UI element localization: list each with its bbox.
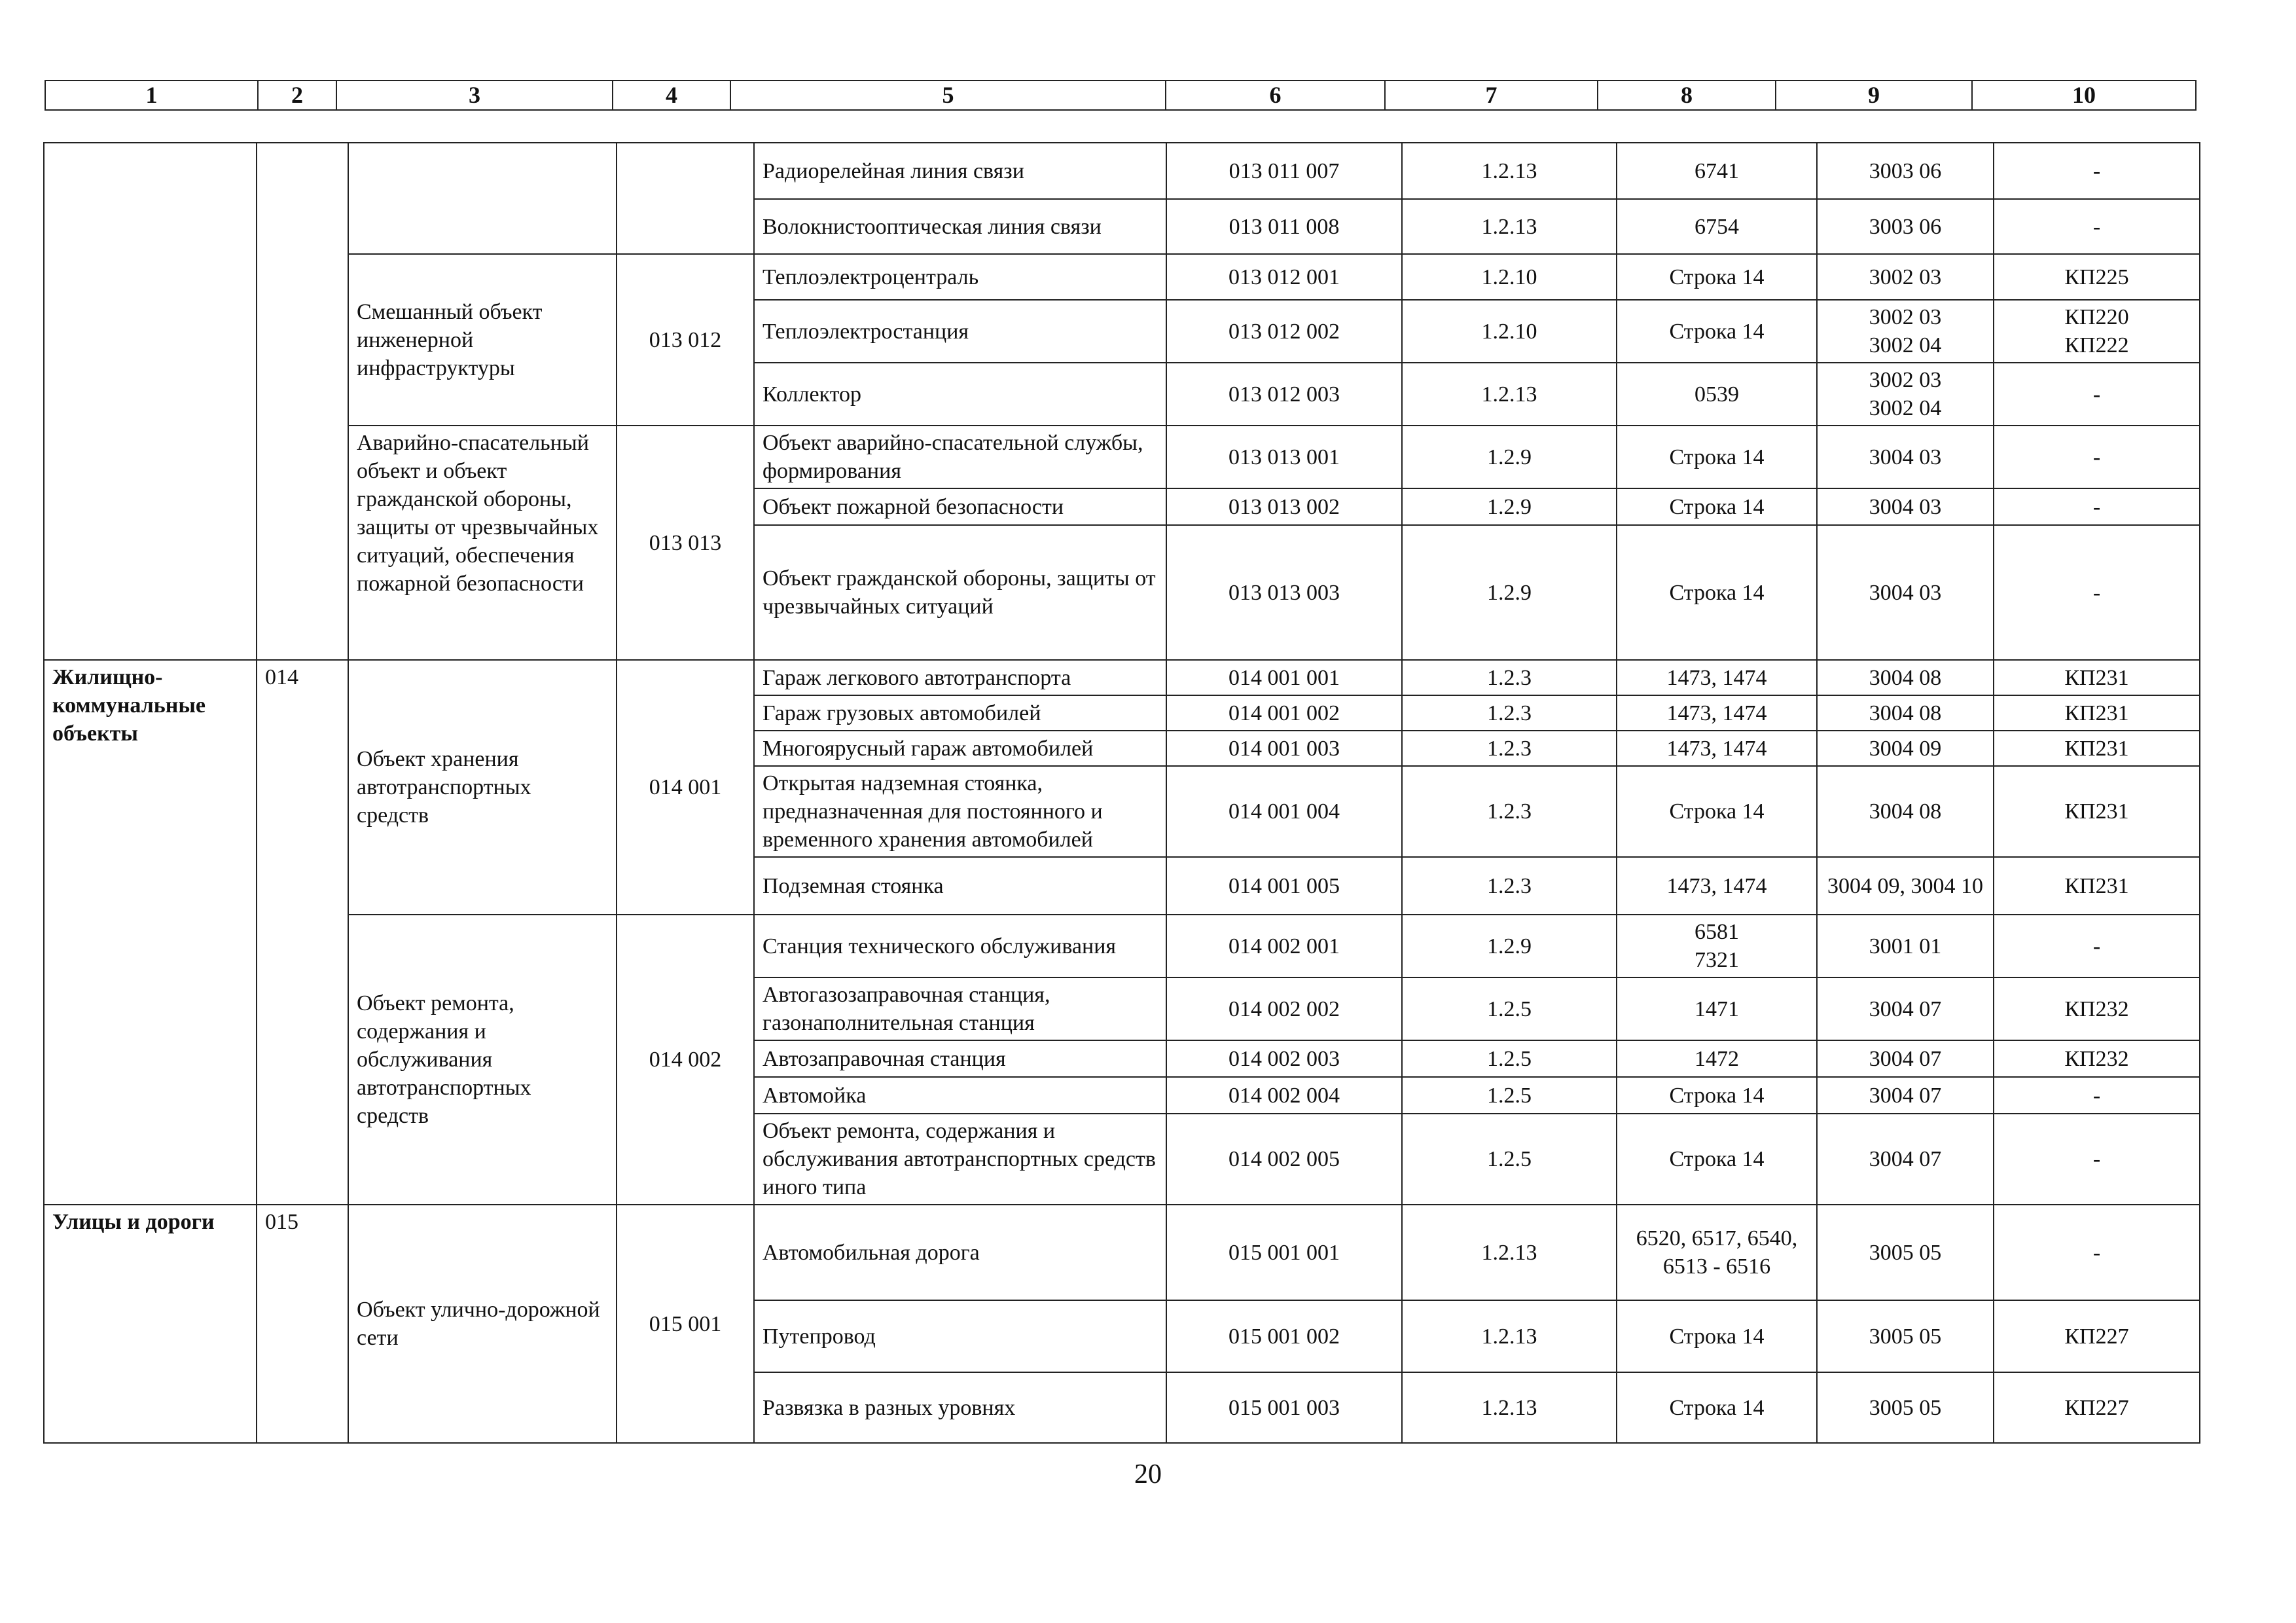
col8-value: Строка 14 xyxy=(1617,426,1817,488)
col8-value: 1473, 1474 xyxy=(1617,660,1817,695)
object-code: 014 001 002 xyxy=(1166,695,1402,731)
col10-value: КП231 xyxy=(1994,695,2200,731)
col8-value: 1471 xyxy=(1617,977,1817,1040)
col8-value: 1473, 1474 xyxy=(1617,695,1817,731)
col7-value: 1.2.9 xyxy=(1402,426,1617,488)
col10-value: - xyxy=(1994,199,2200,254)
subgroup-code-cell-empty xyxy=(617,143,754,254)
object-name: Многоярусный гараж автомобилей xyxy=(754,731,1166,766)
object-name: Объект гражданской обороны, защиты от чрезвычайных ситуаций xyxy=(754,525,1166,660)
col10-value: - xyxy=(1994,363,2200,426)
col8-value: 1472 xyxy=(1617,1040,1817,1077)
header-col-7: 7 xyxy=(1385,81,1598,110)
header-col-3: 3 xyxy=(336,81,613,110)
object-code: 013 013 001 xyxy=(1166,426,1402,488)
col8-value: Строка 14 xyxy=(1617,525,1817,660)
col9-value: 3004 03 xyxy=(1817,488,1994,525)
col8-value: Строка 14 xyxy=(1617,1114,1817,1205)
object-code: 013 012 001 xyxy=(1166,254,1402,300)
object-name: Автозаправочная станция xyxy=(754,1040,1166,1077)
object-code: 013 011 007 xyxy=(1166,143,1402,199)
col9-value: 3004 09, 3004 10 xyxy=(1817,857,1994,915)
object-name: Гараж грузовых автомобилей xyxy=(754,695,1166,731)
col10-value: - xyxy=(1994,525,2200,660)
header-col-5: 5 xyxy=(730,81,1166,110)
table-row xyxy=(44,915,2200,977)
col10-value: - xyxy=(1994,1114,2200,1205)
col10-value: КП231 xyxy=(1994,766,2200,857)
col9-value: 3003 06 xyxy=(1817,143,1994,199)
object-code: 014 002 004 xyxy=(1166,1077,1402,1114)
col10-value: - xyxy=(1994,488,2200,525)
header-col-2: 2 xyxy=(258,81,336,110)
subgroup-name: Аварийно-спасательный объект и объект гражданской обороны, защиты от чрезвычайных ситуаций, обеспечения пожарной безопасности xyxy=(348,426,617,660)
object-name: Гараж легкового автотранспорта xyxy=(754,660,1166,695)
object-code: 014 001 005 xyxy=(1166,857,1402,915)
col9-value: 3004 08 xyxy=(1817,766,1994,857)
col9-value: 3005 05 xyxy=(1817,1205,1994,1300)
object-name: Автомобильная дорога xyxy=(754,1205,1166,1300)
col7-value: 1.2.5 xyxy=(1402,977,1617,1040)
col8-value: 6520, 6517, 6540, 6513 - 6516 xyxy=(1617,1205,1817,1300)
col9-value: 3004 07 xyxy=(1817,1114,1994,1205)
col9-value: 3004 03 xyxy=(1817,426,1994,488)
group-code-cell-empty xyxy=(257,143,348,660)
col10-value: КП227 xyxy=(1994,1372,2200,1443)
col10-value: КП231 xyxy=(1994,660,2200,695)
header-col-4: 4 xyxy=(613,81,730,110)
subgroup-name: Объект улично-дорожной сети xyxy=(348,1205,617,1443)
object-code: 013 012 002 xyxy=(1166,300,1402,363)
col8-value: Строка 14 xyxy=(1617,1077,1817,1114)
header-col-9: 9 xyxy=(1776,81,1972,110)
col10-value: - xyxy=(1994,143,2200,199)
object-name: Открытая надземная стоянка, предназначенная для постоянного и временного хранения автомобилей xyxy=(754,766,1166,857)
col10-value: - xyxy=(1994,1205,2200,1300)
col8-value: Строка 14 xyxy=(1617,766,1817,857)
header-col-1: 1 xyxy=(45,81,258,110)
object-name: Станция технического обслуживания xyxy=(754,915,1166,977)
col9-value: 3002 03 3002 04 xyxy=(1817,363,1994,426)
object-name: Теплоэлектроцентраль xyxy=(754,254,1166,300)
col7-value: 1.2.3 xyxy=(1402,731,1617,766)
subgroup-cell-empty xyxy=(348,143,617,254)
col7-value: 1.2.9 xyxy=(1402,915,1617,977)
col9-value: 3004 07 xyxy=(1817,1077,1994,1114)
col10-value: КП231 xyxy=(1994,857,2200,915)
header-col-10: 10 xyxy=(1972,81,2196,110)
object-code: 015 001 001 xyxy=(1166,1205,1402,1300)
col9-value: 3004 09 xyxy=(1817,731,1994,766)
col10-value: - xyxy=(1994,426,2200,488)
col9-value: 3005 05 xyxy=(1817,1372,1994,1443)
col9-value: 3004 08 xyxy=(1817,660,1994,695)
col8-value: Строка 14 xyxy=(1617,1372,1817,1443)
col7-value: 1.2.5 xyxy=(1402,1114,1617,1205)
col7-value: 1.2.3 xyxy=(1402,695,1617,731)
header-col-8: 8 xyxy=(1598,81,1776,110)
object-code: 015 001 003 xyxy=(1166,1372,1402,1443)
col9-value: 3004 08 xyxy=(1817,695,1994,731)
col7-value: 1.2.13 xyxy=(1402,1372,1617,1443)
group-cell-empty xyxy=(44,143,257,660)
col8-value: 0539 xyxy=(1617,363,1817,426)
col9-value: 3005 05 xyxy=(1817,1300,1994,1372)
subgroup-code: 014 001 xyxy=(617,660,754,915)
table-row xyxy=(44,1205,2200,1300)
col10-value: - xyxy=(1994,915,2200,977)
col9-value: 3001 01 xyxy=(1817,915,1994,977)
header-col-6: 6 xyxy=(1166,81,1385,110)
col8-value: 6741 xyxy=(1617,143,1817,199)
subgroup-code: 013 013 xyxy=(617,426,754,660)
subgroup-name: Смешанный объект инженерной инфраструктуры xyxy=(348,254,617,426)
object-name: Развязка в разных уровнях xyxy=(754,1372,1166,1443)
col8-value: Строка 14 xyxy=(1617,254,1817,300)
col10-value: КП227 xyxy=(1994,1300,2200,1372)
object-code: 014 002 003 xyxy=(1166,1040,1402,1077)
object-code: 014 001 003 xyxy=(1166,731,1402,766)
col7-value: 1.2.13 xyxy=(1402,1300,1617,1372)
group-name: Жилищно-коммунальные объекты xyxy=(44,660,257,1205)
col10-value: КП225 xyxy=(1994,254,2200,300)
object-name: Подземная стоянка xyxy=(754,857,1166,915)
object-name: Волокнистооптическая линия связи xyxy=(754,199,1166,254)
col8-value: 6581 7321 xyxy=(1617,915,1817,977)
group-code: 015 xyxy=(257,1205,348,1443)
subgroup-name: Объект хранения автотранспортных средств xyxy=(348,660,617,915)
col8-value: Строка 14 xyxy=(1617,488,1817,525)
col8-value: 1473, 1474 xyxy=(1617,857,1817,915)
col9-value: 3004 07 xyxy=(1817,1040,1994,1077)
object-code: 014 001 001 xyxy=(1166,660,1402,695)
subgroup-code: 015 001 xyxy=(617,1205,754,1443)
col10-value: КП232 xyxy=(1994,1040,2200,1077)
subgroup-code: 013 012 xyxy=(617,254,754,426)
object-code: 013 013 003 xyxy=(1166,525,1402,660)
classification-table xyxy=(43,142,2200,1444)
object-code: 014 002 005 xyxy=(1166,1114,1402,1205)
col7-value: 1.2.5 xyxy=(1402,1077,1617,1114)
subgroup-name: Объект ремонта, содержания и обслуживания автотранспортных средств xyxy=(348,915,617,1205)
object-code: 013 013 002 xyxy=(1166,488,1402,525)
table-row xyxy=(44,254,2200,300)
group-code: 014 xyxy=(257,660,348,1205)
object-name: Коллектор xyxy=(754,363,1166,426)
col7-value: 1.2.3 xyxy=(1402,766,1617,857)
col8-value: 6754 xyxy=(1617,199,1817,254)
col7-value: 1.2.10 xyxy=(1402,254,1617,300)
col10-value: КП231 xyxy=(1994,731,2200,766)
object-code: 015 001 002 xyxy=(1166,1300,1402,1372)
col8-value: Строка 14 xyxy=(1617,300,1817,363)
col10-value: КП232 xyxy=(1994,977,2200,1040)
col7-value: 1.2.13 xyxy=(1402,143,1617,199)
col7-value: 1.2.13 xyxy=(1402,363,1617,426)
col8-value: 1473, 1474 xyxy=(1617,731,1817,766)
object-name: Радиорелейная линия связи xyxy=(754,143,1166,199)
object-name: Теплоэлектростанция xyxy=(754,300,1166,363)
table-row xyxy=(44,426,2200,488)
col10-value: - xyxy=(1994,1077,2200,1114)
object-name: Автогазозаправочная станция, газонаполнительная станция xyxy=(754,977,1166,1040)
object-name: Объект пожарной безопасности xyxy=(754,488,1166,525)
object-name: Объект ремонта, содержания и обслуживания автотранспортных средств иного типа xyxy=(754,1114,1166,1205)
table-row xyxy=(44,143,2200,199)
col7-value: 1.2.13 xyxy=(1402,1205,1617,1300)
col7-value: 1.2.9 xyxy=(1402,488,1617,525)
object-name: Объект аварийно-спасательной службы, формирования xyxy=(754,426,1166,488)
table-row xyxy=(44,660,2200,695)
col9-value: 3004 07 xyxy=(1817,977,1994,1040)
col9-value: 3004 03 xyxy=(1817,525,1994,660)
object-code: 014 002 002 xyxy=(1166,977,1402,1040)
col7-value: 1.2.3 xyxy=(1402,660,1617,695)
page-number: 20 xyxy=(1134,1459,1162,1489)
col7-value: 1.2.3 xyxy=(1402,857,1617,915)
header-row xyxy=(45,81,2196,110)
object-code: 013 012 003 xyxy=(1166,363,1402,426)
col9-value: 3002 03 xyxy=(1817,254,1994,300)
col7-value: 1.2.9 xyxy=(1402,525,1617,660)
object-code: 013 011 008 xyxy=(1166,199,1402,254)
subgroup-code: 014 002 xyxy=(617,915,754,1205)
object-name: Путепровод xyxy=(754,1300,1166,1372)
object-code: 014 001 004 xyxy=(1166,766,1402,857)
col7-value: 1.2.5 xyxy=(1402,1040,1617,1077)
col7-value: 1.2.10 xyxy=(1402,300,1617,363)
col8-value: Строка 14 xyxy=(1617,1300,1817,1372)
group-name: Улицы и дороги xyxy=(44,1205,257,1443)
col10-value: КП220 КП222 xyxy=(1994,300,2200,363)
column-number-header xyxy=(45,80,2197,111)
object-name: Автомойка xyxy=(754,1077,1166,1114)
col9-value: 3003 06 xyxy=(1817,199,1994,254)
col9-value: 3002 03 3002 04 xyxy=(1817,300,1994,363)
object-code: 014 002 001 xyxy=(1166,915,1402,977)
col7-value: 1.2.13 xyxy=(1402,199,1617,254)
